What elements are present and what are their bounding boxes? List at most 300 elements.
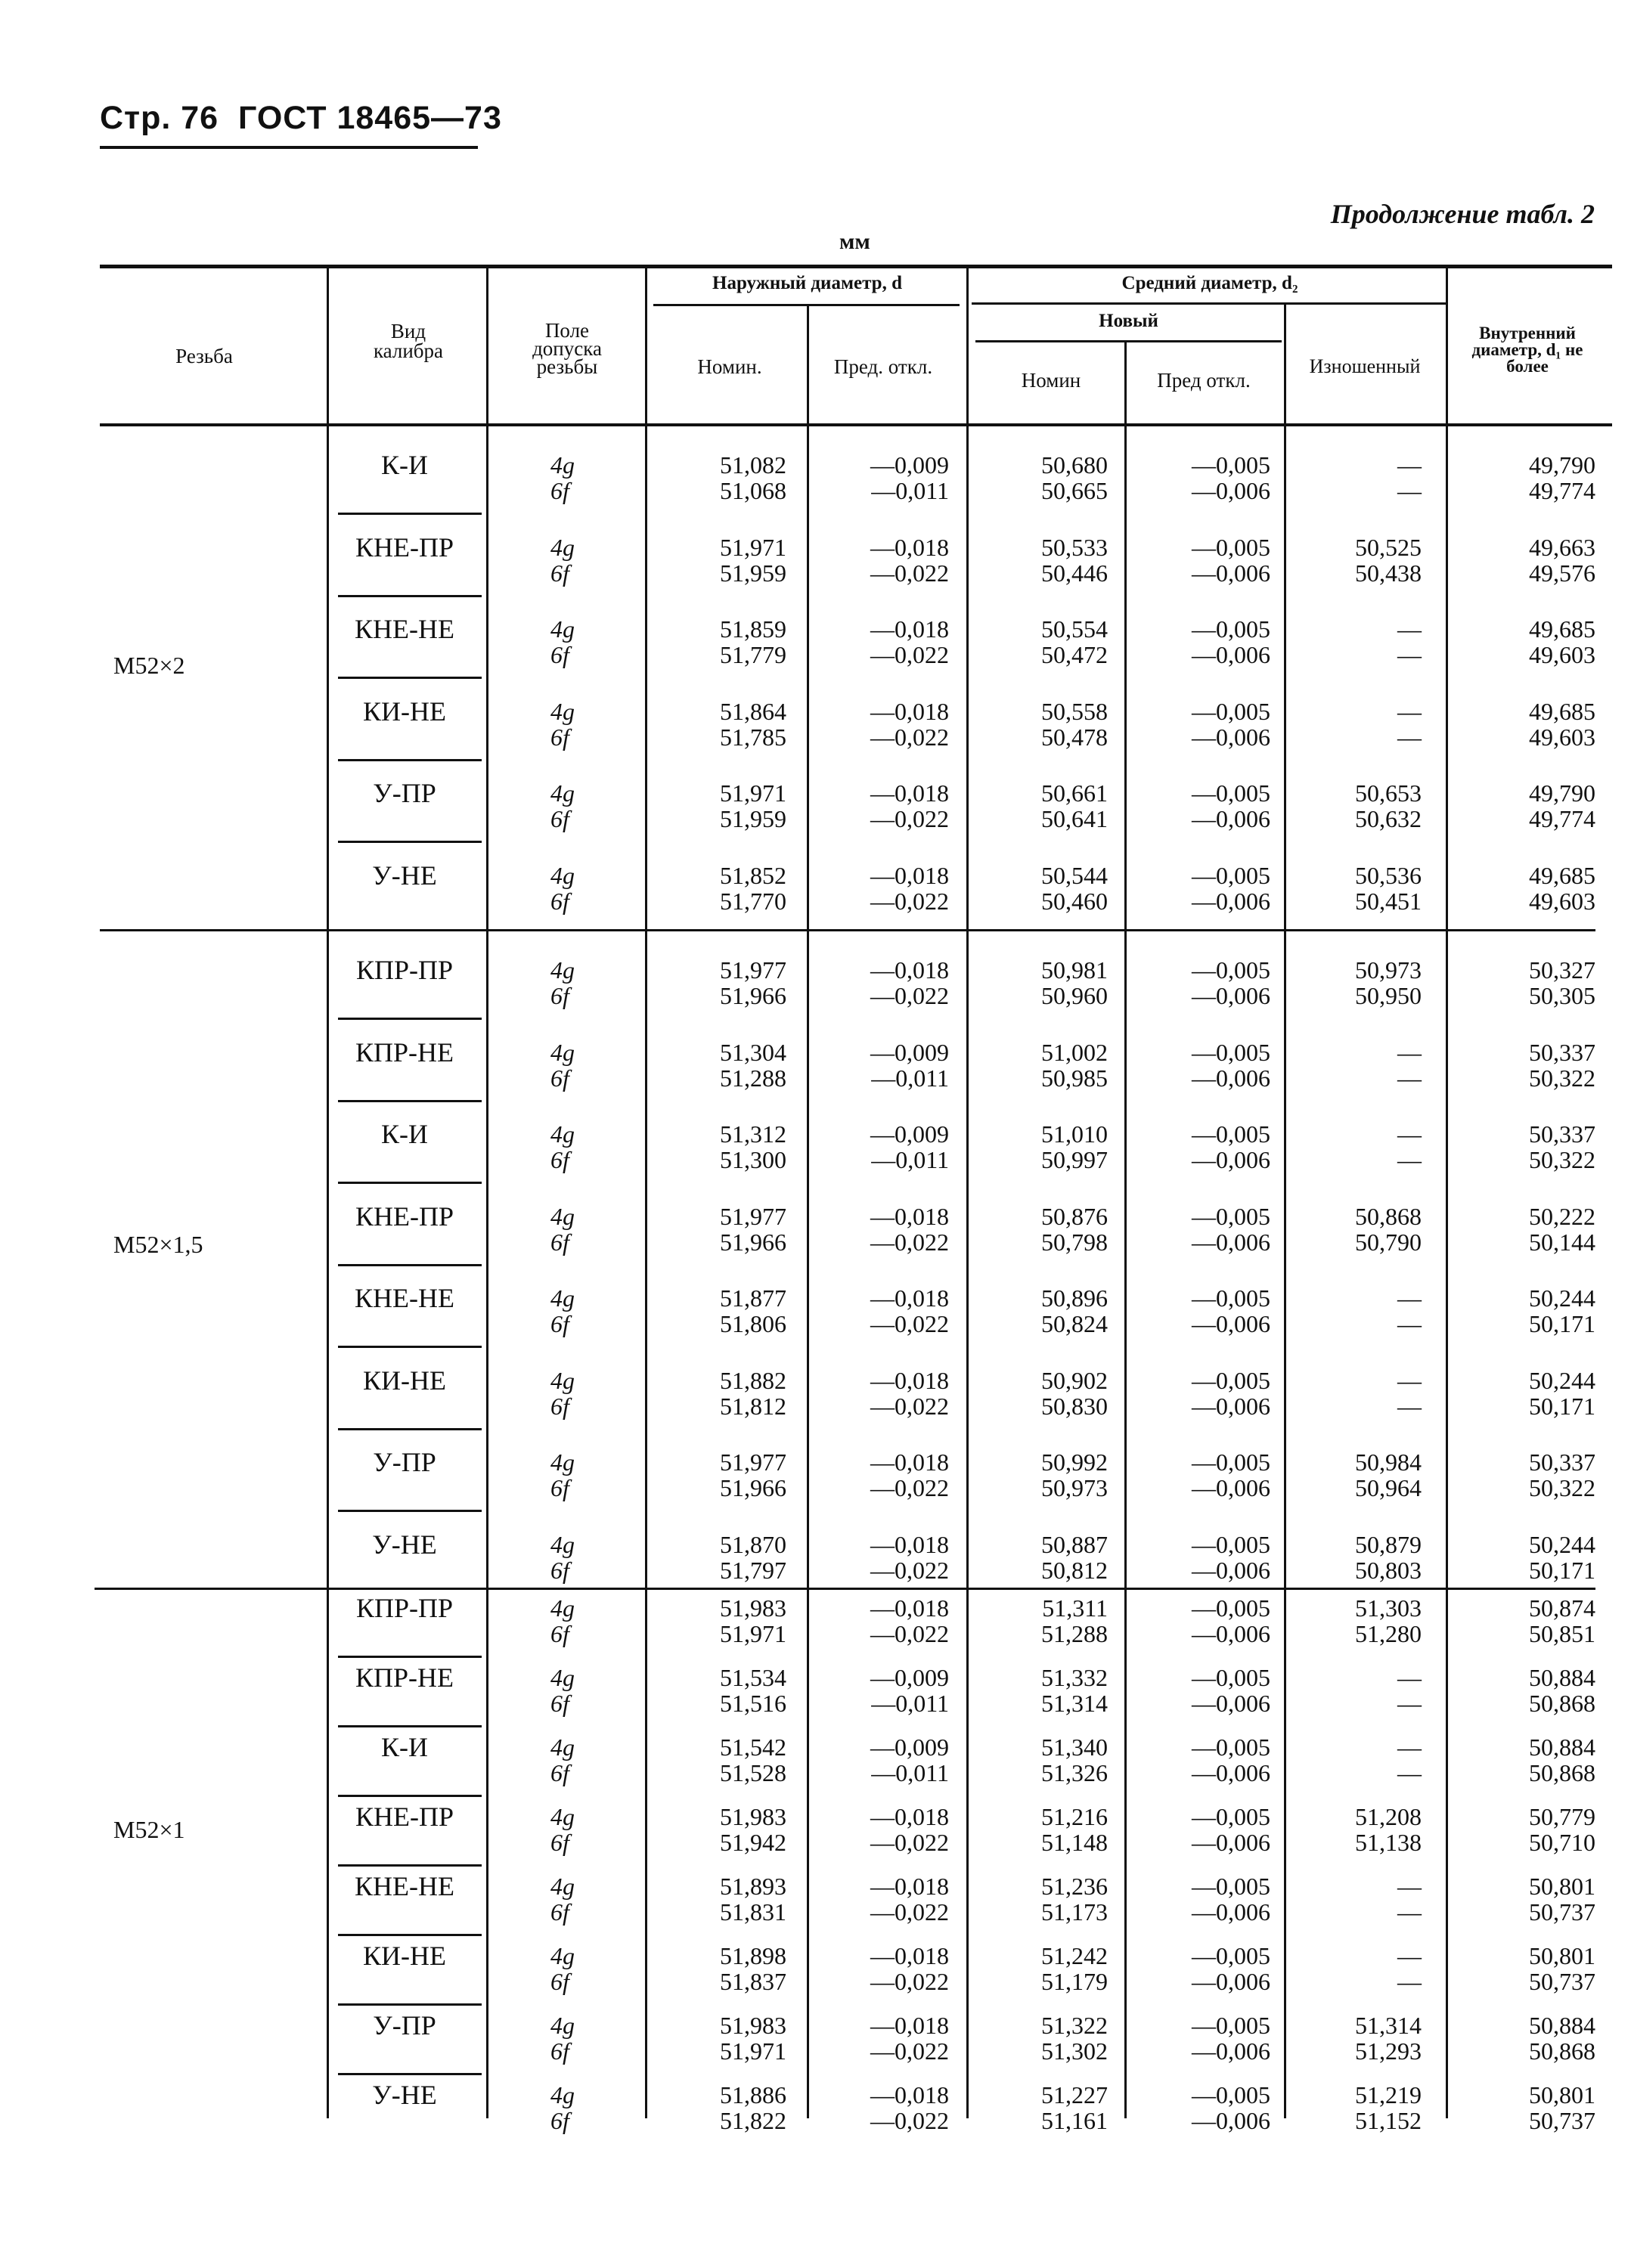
tol-value: 4g [550,1873,575,1900]
worn-value: 50,451 [1355,888,1422,915]
d-dev-value: —0,011 [871,477,949,504]
d-dev-value: —0,011 [871,1064,949,1092]
d2-dev-value: —0,006 [1192,805,1270,832]
d-dev-value: —0,018 [870,1367,949,1394]
worn-value: 50,653 [1355,779,1422,807]
gauge-type: К-И [381,450,428,480]
d-nom-value: 51,797 [720,1557,786,1584]
d-dev-value: —0,018 [870,1448,949,1476]
d2-nom-value: 50,824 [1041,1310,1108,1337]
worn-value: 51,208 [1355,1803,1422,1830]
d-nom-value: 51,806 [720,1310,786,1337]
gauge-underline [338,595,482,597]
worn-value: — [1397,1367,1422,1394]
d1-value: 50,779 [1529,1803,1595,1830]
table-row [0,449,1631,532]
d-nom-value: 51,959 [720,559,786,587]
d1-value: 50,737 [1529,2107,1595,2134]
d1-value: 50,322 [1529,1146,1595,1173]
d-dev-value: —0,022 [870,559,949,587]
worn-value: — [1397,1064,1422,1092]
worn-value: — [1397,1942,1422,1969]
worn-value: — [1397,723,1422,751]
tol-value: 6f [550,1968,569,1995]
d2-dev-value: —0,006 [1192,641,1270,668]
worn-value: — [1397,1690,1422,1717]
gauge-type: К-И [381,1119,428,1149]
d-nom-value: 51,977 [720,1203,786,1230]
d2-nom-value: 50,544 [1041,862,1108,889]
worn-value: — [1397,451,1422,479]
d-dev-value: —0,018 [870,2012,949,2039]
d1-value: 50,801 [1529,1942,1595,1969]
d2-dev-value: —0,005 [1192,1039,1270,1066]
d2-nom-value: 50,533 [1041,534,1108,561]
d2-dev-value: —0,005 [1192,534,1270,561]
d2-dev-value: —0,006 [1192,1829,1270,1856]
d1-value: 49,790 [1529,779,1595,807]
d-nom-value: 51,082 [720,451,786,479]
worn-value: 51,314 [1355,2012,1422,2039]
tol-value: 6f [550,723,569,751]
d2-nom-value: 51,236 [1041,1873,1108,1900]
tol-value: 6f [550,888,569,915]
d2-dev-value: —0,006 [1192,1968,1270,1995]
d2-dev-value: —0,005 [1192,862,1270,889]
d2-dev-value: —0,005 [1192,1203,1270,1230]
tol-value: 4g [550,451,575,479]
d1-value: 49,603 [1529,641,1595,668]
worn-value: — [1397,1310,1422,1337]
d-nom-value: 51,822 [720,2107,786,2134]
table-row [0,2079,1631,2162]
d1-value: 50,868 [1529,2037,1595,2065]
d2-nom-value: 51,242 [1041,1942,1108,1969]
d-dev-value: —0,022 [870,1829,949,1856]
tol-value: 6f [550,1474,569,1501]
tol-value: 6f [550,1228,569,1256]
worn-value: 50,632 [1355,805,1422,832]
tol-value: 6f [550,1064,569,1092]
d2-dev-value: —0,006 [1192,1898,1270,1926]
table-row [0,1282,1631,1365]
d-nom-value: 51,959 [720,805,786,832]
gauge-underline [338,2073,482,2075]
d1-value: 50,327 [1529,956,1595,984]
d-dev-value: —0,018 [870,698,949,725]
worn-value: — [1397,641,1422,668]
tol-value: 4g [550,1448,575,1476]
d2-nom-value: 50,661 [1041,779,1108,807]
worn-value: — [1397,1664,1422,1691]
d2-dev-value: —0,005 [1192,451,1270,479]
d2-nom-value: 51,161 [1041,2107,1108,2134]
d2-dev-value: —0,005 [1192,1120,1270,1148]
d2-nom-value: 50,896 [1041,1284,1108,1312]
d-dev-value: —0,022 [870,1474,949,1501]
d1-value: 50,801 [1529,1873,1595,1900]
d1-value: 50,322 [1529,1064,1595,1092]
worn-value: 50,879 [1355,1531,1422,1558]
d-nom-value: 51,542 [720,1734,786,1761]
d-nom-value: 51,898 [720,1942,786,1969]
gauge-underline [338,1934,482,1936]
d-dev-value: —0,009 [870,1120,949,1148]
gauge-underline [338,1018,482,1020]
tol-value: 6f [550,2037,569,2065]
d-nom-value: 51,877 [720,1284,786,1312]
d1-value: 49,685 [1529,615,1595,643]
worn-value: — [1397,1120,1422,1148]
tol-value: 4g [550,1734,575,1761]
d2-dev-value: —0,005 [1192,1594,1270,1622]
d-nom-value: 51,534 [720,1664,786,1691]
d2-nom-value: 51,314 [1041,1690,1108,1717]
tol-value: 6f [550,559,569,587]
table-row [0,777,1631,860]
d-nom-value: 51,779 [720,641,786,668]
gauge-type: КНЕ-ПР [355,1201,454,1232]
d-dev-value: —0,018 [870,956,949,984]
gauge-underline [338,841,482,843]
worn-value: — [1397,1898,1422,1926]
gauge-type: КНЕ-НЕ [355,614,454,644]
tol-value: 4g [550,1594,575,1622]
d1-value: 50,171 [1529,1310,1595,1337]
d2-nom-value: 50,680 [1041,451,1108,479]
d2-dev-value: —0,005 [1192,1942,1270,1969]
gauge-underline [338,1428,482,1430]
d-dev-value: —0,022 [870,1620,949,1647]
d1-value: 50,144 [1529,1228,1595,1256]
d-nom-value: 51,983 [720,1594,786,1622]
d1-value: 50,244 [1529,1531,1595,1558]
d2-dev-value: —0,005 [1192,615,1270,643]
gauge-type: КНЕ-НЕ [355,1871,454,1901]
table-row [0,1036,1631,1120]
worn-value: 51,280 [1355,1620,1422,1647]
d1-value: 50,305 [1529,982,1595,1009]
d-nom-value: 51,971 [720,534,786,561]
worn-value: 50,438 [1355,559,1422,587]
table-row [0,531,1631,615]
d-dev-value: —0,018 [870,1803,949,1830]
d-dev-value: —0,018 [870,1594,949,1622]
d-dev-value: —0,018 [870,1531,949,1558]
d2-nom-value: 51,340 [1041,1734,1108,1761]
tol-value: 4g [550,779,575,807]
d2-nom-value: 50,887 [1041,1531,1108,1558]
tol-value: 6f [550,805,569,832]
tol-value: 4g [550,1367,575,1394]
d2-dev-value: —0,006 [1192,1310,1270,1337]
worn-value: 51,293 [1355,2037,1422,2065]
d-nom-value: 51,977 [720,1448,786,1476]
d-dev-value: —0,011 [871,1690,949,1717]
worn-value: — [1397,615,1422,643]
d2-nom-value: 51,326 [1041,1759,1108,1786]
d2-nom-value: 50,472 [1041,641,1108,668]
tol-value: 4g [550,615,575,643]
tol-value: 4g [550,1664,575,1691]
thread-label: M52×1,5 [113,1231,203,1258]
table-row [0,696,1631,779]
col-tolerance [507,321,628,376]
gauge-underline [338,677,482,679]
page-header [100,100,502,137]
d-dev-value: —0,022 [870,1898,949,1926]
d2-dev-value: —0,005 [1192,2012,1270,2039]
worn-value: — [1397,1393,1422,1420]
gauge-type: КИ-НЕ [363,1941,446,1971]
d2-nom-value: 50,902 [1041,1367,1108,1394]
gauge-type: К-И [381,1732,428,1762]
d-nom-value: 51,770 [720,888,786,915]
gauge-type: КНЕ-ПР [355,532,454,562]
tol-value: 4g [550,1803,575,1830]
tol-value: 6f [550,477,569,504]
d2-dev-value: —0,005 [1192,698,1270,725]
col-pitch-nominal: Номин [1021,369,1081,392]
d2-dev-value: —0,005 [1192,779,1270,807]
d-dev-value: —0,022 [870,1310,949,1337]
d1-value: 50,884 [1529,1734,1595,1761]
d-dev-value: —0,018 [870,2081,949,2108]
d2-nom-value: 51,332 [1041,1664,1108,1691]
d2-nom-value: 50,960 [1041,982,1108,1009]
d2-nom-value: 50,665 [1041,477,1108,504]
d1-value: 49,774 [1529,805,1595,832]
worn-value: 50,868 [1355,1203,1422,1230]
worn-value: 50,973 [1355,956,1422,984]
gauge-type: У-ПР [373,778,436,808]
d2-dev-value: —0,006 [1192,982,1270,1009]
gauge-underline [338,1510,482,1512]
worn-value: 50,950 [1355,982,1422,1009]
d2-nom-value: 50,641 [1041,805,1108,832]
d1-value: 50,737 [1529,1968,1595,1995]
d-dev-value: —0,018 [870,862,949,889]
d2-nom-value: 50,446 [1041,559,1108,587]
d1-value: 50,737 [1529,1898,1595,1926]
worn-value: 51,303 [1355,1594,1422,1622]
col-worn: Изношенный [1309,355,1421,377]
d-dev-value: —0,018 [870,1942,949,1969]
d2-nom-value: 50,985 [1041,1064,1108,1092]
worn-value: — [1397,1039,1422,1066]
gauge-underline [338,759,482,761]
d-nom-value: 51,971 [720,2037,786,2065]
d2-dev-value: —0,006 [1192,1690,1270,1717]
d-dev-value: —0,018 [870,1873,949,1900]
gauge-type: У-НЕ [372,860,437,891]
col-gauge-type [340,321,476,361]
d2-nom-value: 50,992 [1041,1448,1108,1476]
d-dev-value: —0,022 [870,2107,949,2134]
worn-value: 51,138 [1355,1829,1422,1856]
tol-value: 4g [550,1203,575,1230]
d-nom-value: 51,859 [720,615,786,643]
d-dev-value: —0,022 [870,641,949,668]
gauge-underline [338,1182,482,1184]
worn-value: 50,984 [1355,1448,1422,1476]
tol-value: 6f [550,1393,569,1420]
d-nom-value: 51,785 [720,723,786,751]
tol-value: 4g [550,1942,575,1969]
gauge-type: КНЕ-НЕ [355,1283,454,1313]
tol-value: 4g [550,2081,575,2108]
tol-value: 6f [550,1829,569,1856]
d-dev-value: —0,011 [871,1759,949,1786]
d-nom-value: 51,300 [720,1146,786,1173]
d-nom-value: 51,966 [720,1474,786,1501]
worn-value: — [1397,1284,1422,1312]
d2-dev-value: —0,005 [1192,1873,1270,1900]
d1-value: 49,790 [1529,451,1595,479]
worn-value: 50,964 [1355,1474,1422,1501]
tol-value: 6f [550,1690,569,1717]
gauge-type: У-НЕ [372,1529,437,1560]
tol-value: 6f [550,982,569,1009]
col-new: Новый [1099,311,1158,331]
d2-dev-value: —0,006 [1192,723,1270,751]
worn-value: 50,790 [1355,1228,1422,1256]
thread-label: M52×1 [113,1816,185,1843]
d2-nom-value: 51,288 [1041,1620,1108,1647]
d2-nom-value: 51,216 [1041,1803,1108,1830]
pitch-sub-rule [972,302,1448,305]
d2-dev-value: —0,005 [1192,956,1270,984]
table-row [0,1118,1631,1201]
d-nom-value: 51,942 [720,1829,786,1856]
d2-nom-value: 51,148 [1041,1829,1108,1856]
gauge-underline [338,1795,482,1797]
d-dev-value: —0,022 [870,723,949,751]
d1-value: 49,685 [1529,698,1595,725]
tol-value: 6f [550,1898,569,1926]
d1-value: 50,322 [1529,1474,1595,1501]
d1-value: 50,874 [1529,1594,1595,1622]
d-nom-value: 51,971 [720,779,786,807]
gauge-type: У-НЕ [372,2080,437,2110]
d-dev-value: —0,022 [870,982,949,1009]
d1-value: 50,851 [1529,1620,1595,1647]
d-nom-value: 51,893 [720,1873,786,1900]
tol-value: 6f [550,1557,569,1584]
d1-value: 49,603 [1529,888,1595,915]
tol-value: 6f [550,641,569,668]
tol-value: 4g [550,862,575,889]
col-outer-dev: Пред. откл. [833,355,933,378]
d2-dev-value: —0,005 [1192,1284,1270,1312]
worn-value: — [1397,477,1422,504]
d1-value: 50,222 [1529,1203,1595,1230]
d-dev-value: —0,022 [870,1228,949,1256]
d2-dev-value: —0,006 [1192,1228,1270,1256]
d-dev-value: —0,018 [870,1203,949,1230]
d-dev-value: —0,022 [870,2037,949,2065]
d-nom-value: 51,288 [720,1064,786,1092]
d2-dev-value: —0,005 [1192,1367,1270,1394]
d-nom-value: 51,971 [720,1620,786,1647]
table-row [0,1201,1631,1284]
gauge-type: КПР-НЕ [355,1037,454,1067]
gauge-underline [338,1725,482,1727]
tol-value: 6f [550,1310,569,1337]
gauge-type: КПР-ПР [355,955,454,985]
d-dev-value: —0,009 [870,451,949,479]
d1-value: 49,663 [1529,534,1595,561]
d-dev-value: —0,011 [871,1146,949,1173]
tol-value: 4g [550,1531,575,1558]
tol-value: 6f [550,1146,569,1173]
d2-nom-value: 51,179 [1041,1968,1108,1995]
col-outer-diameter: Наружный диаметр, d [712,273,902,293]
d2-nom-value: 50,973 [1041,1474,1108,1501]
d-dev-value: —0,022 [870,1393,949,1420]
d2-nom-value: 50,798 [1041,1228,1108,1256]
d1-value: 49,576 [1529,559,1595,587]
gauge-type: У-ПР [373,1447,436,1477]
d1-value: 50,337 [1529,1039,1595,1066]
d1-value: 49,603 [1529,723,1595,751]
tol-value: 6f [550,1620,569,1647]
table-row [0,860,1631,943]
units-label: мм [839,229,870,254]
d-nom-value: 51,852 [720,862,786,889]
tol-value: 4g [550,1120,575,1148]
d2-nom-value: 50,830 [1041,1393,1108,1420]
d-dev-value: —0,022 [870,1557,949,1584]
d2-dev-value: —0,006 [1192,1557,1270,1584]
d-dev-value: —0,018 [870,615,949,643]
gauge-underline [338,1346,482,1348]
tol-value: 6f [550,2107,569,2134]
d2-dev-value: —0,006 [1192,1474,1270,1501]
d1-value: 50,884 [1529,1664,1595,1691]
d2-dev-value: —0,005 [1192,2081,1270,2108]
d1-value: 50,244 [1529,1284,1595,1312]
d1-value: 50,801 [1529,2081,1595,2108]
gauge-underline [338,1264,482,1266]
col-pitch-diameter: Средний диаметр, d₂ [1121,273,1298,293]
d-nom-value: 51,882 [720,1367,786,1394]
d-dev-value: —0,018 [870,1284,949,1312]
col-gauge-type-text: Вид калибра [373,320,444,362]
gauge-underline [338,1100,482,1102]
d-nom-value: 51,983 [720,2012,786,2039]
d2-dev-value: —0,006 [1192,1146,1270,1173]
d-dev-value: —0,009 [870,1664,949,1691]
d2-nom-value: 51,302 [1041,2037,1108,2065]
col-inner-diameter [1452,325,1603,375]
worn-value: 50,803 [1355,1557,1422,1584]
d1-value: 50,244 [1529,1367,1595,1394]
d-nom-value: 51,304 [720,1039,786,1066]
d2-dev-value: —0,005 [1192,1531,1270,1558]
continuation-note: Продолжение табл. 2 [1330,199,1595,229]
page-number: Стр. 76 [100,100,219,136]
worn-value: — [1397,698,1422,725]
d-nom-value: 51,068 [720,477,786,504]
gauge-type: КНЕ-ПР [355,1802,454,1832]
d1-value: 50,868 [1529,1759,1595,1786]
d2-dev-value: —0,006 [1192,888,1270,915]
standard-code: ГОСТ 18465—73 [238,100,502,136]
d-dev-value: —0,009 [870,1039,949,1066]
d-nom-value: 51,812 [720,1393,786,1420]
d2-dev-value: —0,006 [1192,1393,1270,1420]
